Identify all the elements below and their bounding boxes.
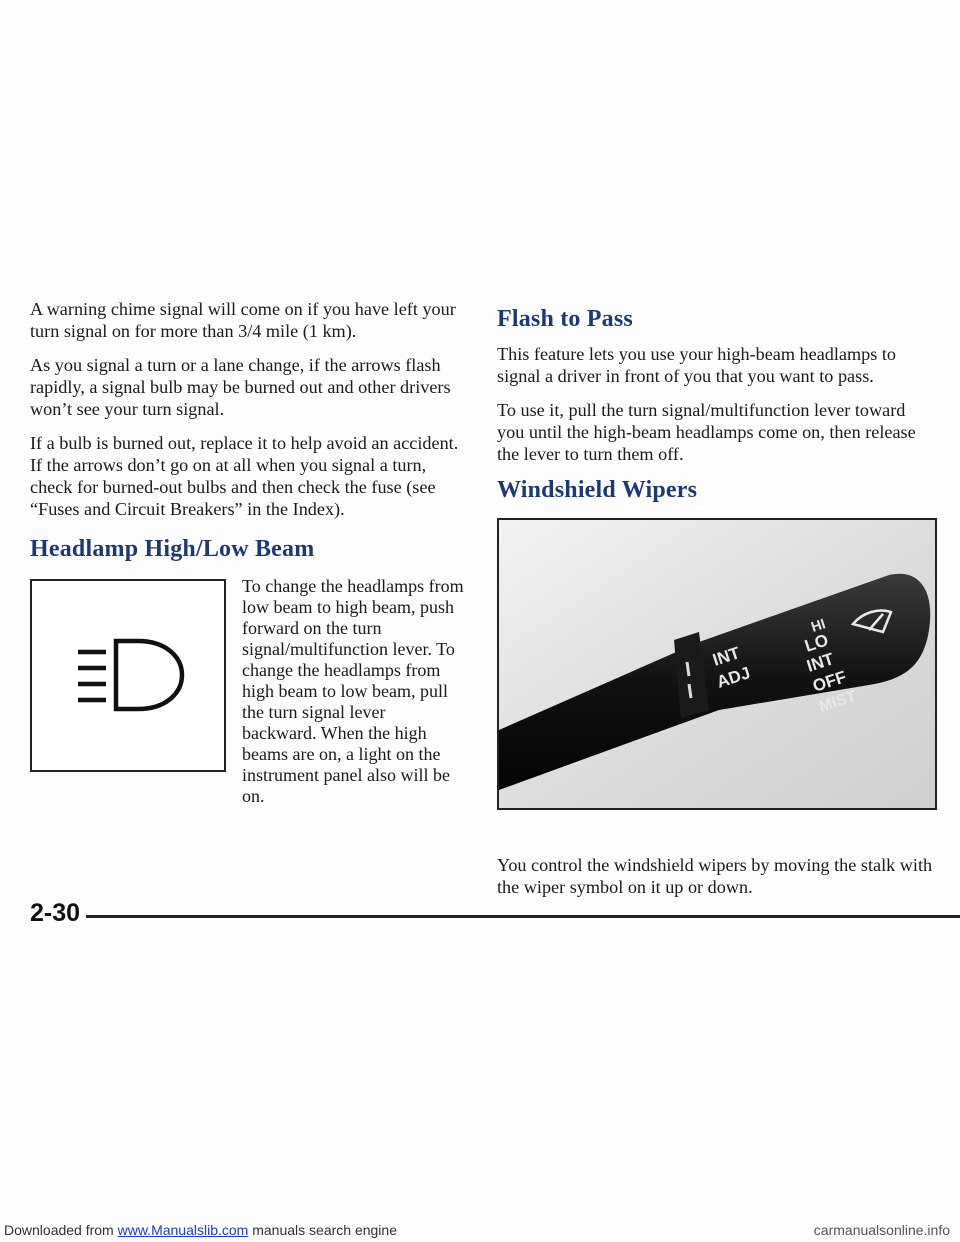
right-column xyxy=(497,306,937,810)
wiper-stalk-photo xyxy=(497,518,937,810)
footer-rule xyxy=(86,915,960,918)
download-prefix: Downloaded from xyxy=(4,1222,118,1238)
page-footer xyxy=(30,899,930,929)
manualslib-link[interactable]: www.Manualslib.com xyxy=(117,1222,249,1238)
page-number: 2-30 xyxy=(30,899,81,927)
stalk-label-lo: LO xyxy=(802,630,831,656)
flash-to-pass-paragraph-2: To use it, pull the turn signal/multifunction lever toward you until the high-beam headlamps come on, then release the lever to turn them off. xyxy=(497,400,916,464)
stalk-label-mist: MIST xyxy=(816,687,859,716)
download-notice xyxy=(4,1222,397,1238)
flash-to-pass-heading: Flash to Pass xyxy=(497,306,633,332)
high-beam-headlamp-icon xyxy=(32,581,224,770)
turn-signal-chime-paragraph: A warning chime signal will come on if you have left your turn signal on for more than 3/4 mile (1 km). xyxy=(30,299,456,341)
headlamp-symbol-box xyxy=(30,579,226,772)
stalk-label-int: INT xyxy=(710,643,743,670)
turn-signal-flash-paragraph: As you signal a turn or a lane change, if the arrows flash rapidly, a signal bulb may be burned out and other drivers won’t see your turn signal. xyxy=(30,355,451,419)
wiper-stalk-illustration xyxy=(499,520,935,808)
stalk-label-off: OFF xyxy=(810,667,849,696)
stalk-label-int2: INT xyxy=(804,649,837,676)
headlamp-heading: Headlamp High/Low Beam xyxy=(30,536,315,562)
left-column xyxy=(30,298,466,532)
burned-out-bulb-paragraph: If a bulb is burned out, replace it to help avoid an accident. If the arrows don’t go on at all when you signal a turn, check for burned-out bulbs and then check the fuse (see “Fuses and Circuit Breakers” in the Index). xyxy=(30,433,459,519)
stalk-label-hi: HI xyxy=(808,615,828,635)
wiper-caption-text: You control the windshield wipers by moving the stalk with the wiper symbol on it up or down. xyxy=(497,855,933,897)
headlamp-instructions xyxy=(242,576,464,819)
watermark: carmanualsonline.info xyxy=(813,1222,950,1238)
download-bar xyxy=(0,1220,960,1242)
stalk-label-adj: ADJ xyxy=(714,663,753,692)
headlamp-paragraph: To change the headlamps from low beam to high beam, push forward on the turn signal/multifunction lever. To change the headlamps from high beam to low beam, pull the turn signal lever backward. When the high beams are on, a light on the instrument panel also will be on. xyxy=(242,576,464,806)
windshield-wipers-heading: Windshield Wipers xyxy=(497,477,698,503)
flash-to-pass-paragraph-1: This feature lets you use your high-beam headlamps to signal a driver in front of you that you want to pass. xyxy=(497,344,897,386)
download-suffix: manuals search engine xyxy=(248,1222,397,1238)
